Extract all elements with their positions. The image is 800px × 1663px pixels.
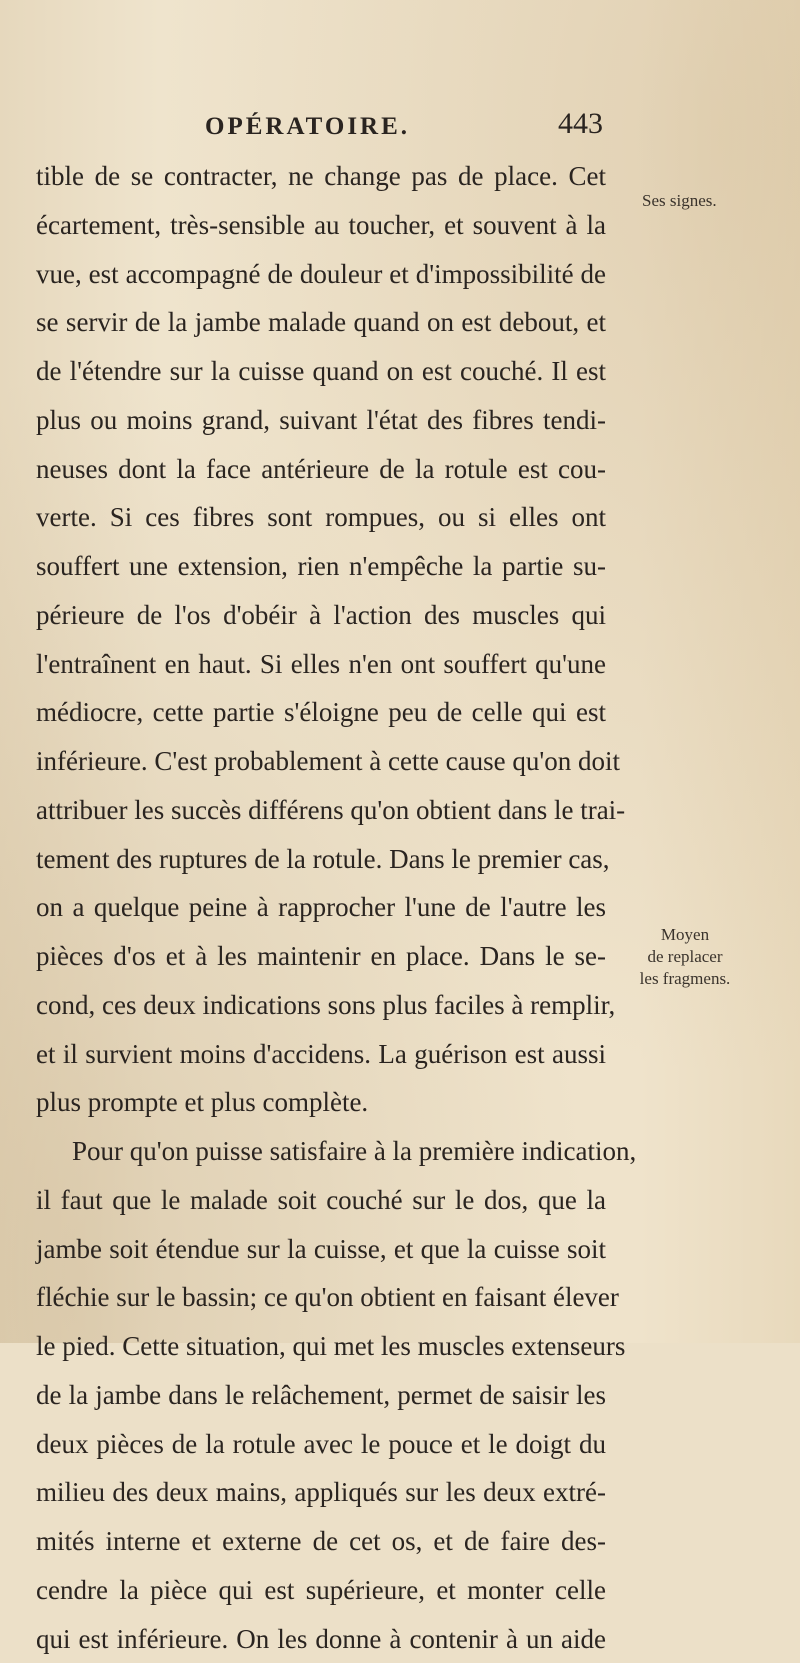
text-line: milieu des deux mains, appliqués sur les deux extré- <box>36 1468 606 1517</box>
margin-note-moyen <box>630 924 740 990</box>
text-line: on a quelque peine à rapprocher l'une de l'autre les <box>36 883 606 932</box>
text-line: plus ou moins grand, suivant l'état des fibres tendi- <box>36 396 606 445</box>
text-line: cond, ces deux indications sons plus faciles à remplir, <box>36 981 606 1030</box>
text-line: plus prompte et plus complète. <box>36 1078 606 1127</box>
text-line: mités interne et externe de cet os, et de faire des- <box>36 1517 606 1566</box>
text-line: verte. Si ces fibres sont rompues, ou si elles ont <box>36 493 606 542</box>
margin-note-signs: Ses signes. <box>642 190 717 212</box>
text-line: de la jambe dans le relâchement, permet de saisir les <box>36 1371 606 1420</box>
text-line: inférieure. C'est probablement à cette cause qu'on doit <box>36 737 606 786</box>
page-number: 443 <box>558 107 603 141</box>
margin-note-line: les fragmens. <box>630 968 740 990</box>
text-line: médiocre, cette partie s'éloigne peu de celle qui est <box>36 688 606 737</box>
text-line: périeure de l'os d'obéir à l'action des muscles qui <box>36 591 606 640</box>
text-line: cendre la pièce qui est supérieure, et monter celle <box>36 1566 606 1615</box>
body-text <box>36 152 606 1663</box>
text-line: de l'étendre sur la cuisse quand on est couché. Il est <box>36 347 606 396</box>
margin-note-line: de replacer <box>630 946 740 968</box>
text-line: le pied. Cette situation, qui met les muscles extenseurs <box>36 1322 606 1371</box>
text-line: tible de se contracter, ne change pas de place. Cet <box>36 152 606 201</box>
margin-note-line: Moyen <box>630 924 740 946</box>
page-header <box>0 107 800 147</box>
text-line: et il survient moins d'accidens. La guérison est aussi <box>36 1030 606 1079</box>
text-line: jambe soit étendue sur la cuisse, et que la cuisse soit <box>36 1225 606 1274</box>
text-line: Pour qu'on puisse satisfaire à la première indication, <box>36 1127 606 1176</box>
text-line: fléchie sur le bassin; ce qu'on obtient en faisant élever <box>36 1273 606 1322</box>
text-line: écartement, très-sensible au toucher, et souvent à la <box>36 201 606 250</box>
text-line: l'entraînent en haut. Si elles n'en ont souffert qu'une <box>36 640 606 689</box>
text-line: souffert une extension, rien n'empêche la partie su- <box>36 542 606 591</box>
text-line: se servir de la jambe malade quand on est debout, et <box>36 298 606 347</box>
text-line: deux pièces de la rotule avec le pouce et le doigt du <box>36 1420 606 1469</box>
text-line: tement des ruptures de la rotule. Dans le premier cas, <box>36 835 606 884</box>
text-line: vue, est accompagné de douleur et d'impossibilité de <box>36 250 606 299</box>
text-line: pièces d'os et à les maintenir en place. Dans le se- <box>36 932 606 981</box>
text-line: il faut que le malade soit couché sur le dos, que la <box>36 1176 606 1225</box>
running-head: OPÉRATOIRE. <box>205 113 410 141</box>
text-line: neuses dont la face antérieure de la rotule est cou- <box>36 445 606 494</box>
text-line: attribuer les succès différens qu'on obtient dans le trai- <box>36 786 606 835</box>
text-line: qui est inférieure. On les donne à contenir à un aide <box>36 1615 606 1663</box>
